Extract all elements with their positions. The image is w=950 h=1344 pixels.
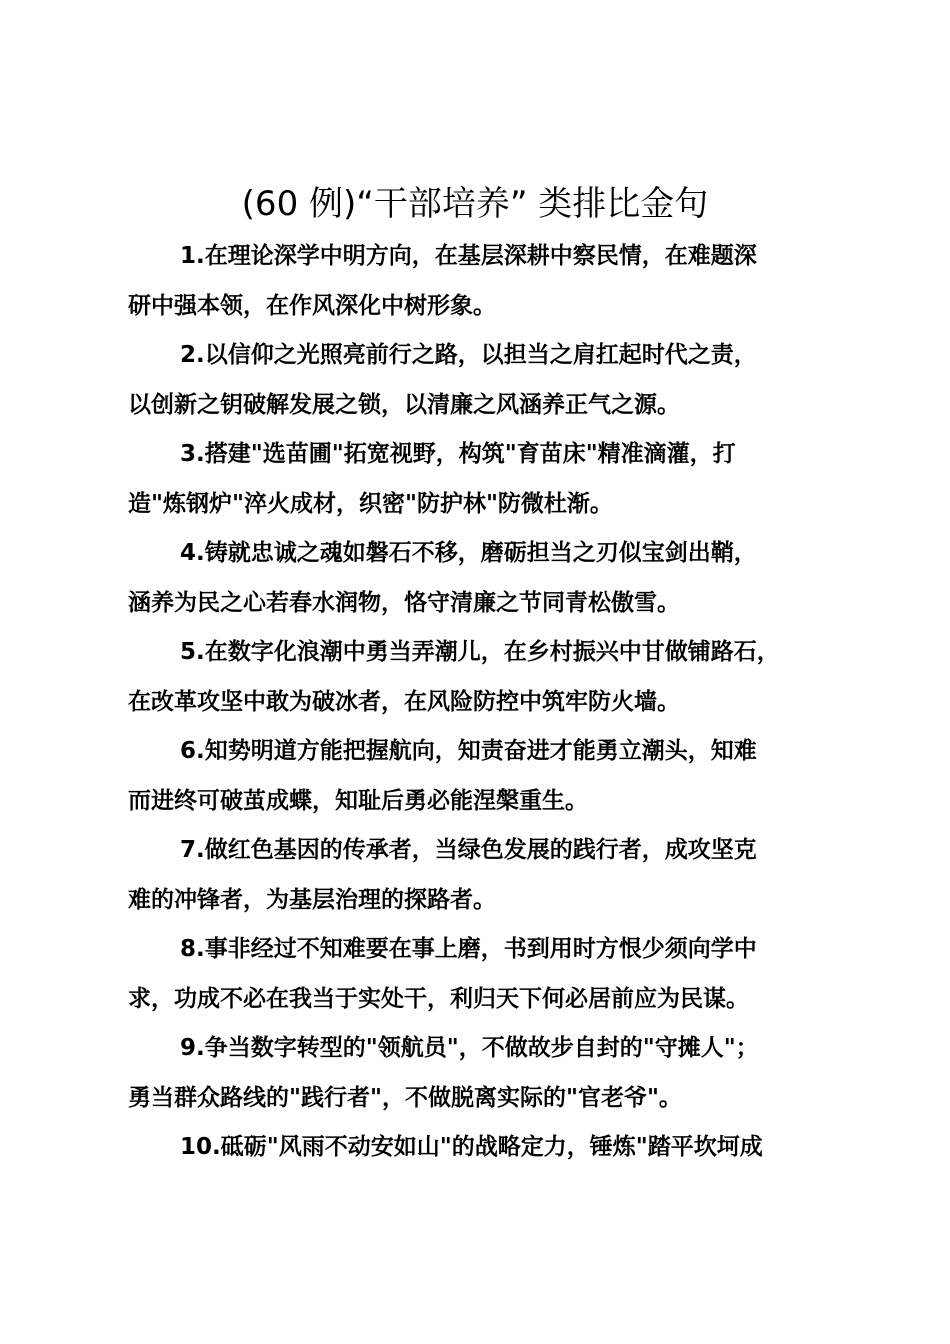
list-item xyxy=(128,430,838,529)
paragraph-line: 10.砥砺"风雨不动安如山"的战略定力，锤炼"踏平坎坷成 xyxy=(180,1134,763,1160)
paragraph-line: 而进终可破茧成蝶，知耻后勇必能涅槃重生。 xyxy=(128,787,588,814)
paragraph-line: 1.在理论深学中明方向，在基层深耕中察民情，在难题深 xyxy=(180,243,757,269)
paragraph-line: 3.搭建"选苗圃"拓宽视野，构筑"育苗床"精准滴灌，打 xyxy=(180,441,736,467)
paragraph-line: 造"炼钢炉"淬火成材，织密"防护林"防微杜渐。 xyxy=(128,490,613,517)
paragraph-line: 4.铸就忠诚之魂如磐石不移，磨砺担当之刃似宝剑出鞘， xyxy=(180,540,757,566)
paragraph-line: 研中强本领，在作风深化中树形象。 xyxy=(128,292,496,319)
paragraph-line: 5.在数字化浪潮中勇当弄潮儿，在乡村振兴中甘做铺路石， xyxy=(180,639,780,665)
paragraph-line: 9.争当数字转型的"领航员"，不做故步自封的"守摊人"； xyxy=(180,1035,759,1061)
document-body xyxy=(128,232,838,1173)
list-item xyxy=(128,331,838,430)
list-item xyxy=(128,925,838,1024)
list-item xyxy=(128,628,838,727)
list-item xyxy=(128,1123,838,1173)
paragraph-line: 求，功成不必在我当于实处干，利归天下何必居前应为民谋。 xyxy=(128,985,749,1012)
paragraph-line: 7.做红色基因的传承者，当绿色发展的践行者，成攻坚克 xyxy=(180,837,757,863)
list-item xyxy=(128,727,838,826)
list-item xyxy=(128,1024,838,1123)
paragraph-line: 6.知势明道方能把握航向，知责奋进才能勇立潮头，知难 xyxy=(180,738,757,764)
document-title: (60 例)“干部培养” 类排比金句 xyxy=(241,184,709,224)
paragraph-line: 在改革攻坚中敢为破冰者，在风险防控中筑牢防火墙。 xyxy=(128,688,680,715)
paragraph-line: 涵养为民之心若春水润物，恪守清廉之节同青松傲雪。 xyxy=(128,589,680,616)
list-item xyxy=(128,529,838,628)
paragraph-line: 勇当群众路线的"践行者"，不做脱离实际的"官老爷"。 xyxy=(128,1084,682,1111)
paragraph-line: 2.以信仰之光照亮前行之路，以担当之肩扛起时代之责， xyxy=(180,342,757,368)
list-item xyxy=(128,232,838,331)
list-item xyxy=(128,826,838,925)
paragraph-line: 难的冲锋者，为基层治理的探路者。 xyxy=(128,886,496,913)
paragraph-line: 以创新之钥破解发展之锁，以清廉之风涵养正气之源。 xyxy=(128,391,680,418)
paragraph-line: 8.事非经过不知难要在事上磨，书到用时方恨少须向学中 xyxy=(180,936,757,962)
